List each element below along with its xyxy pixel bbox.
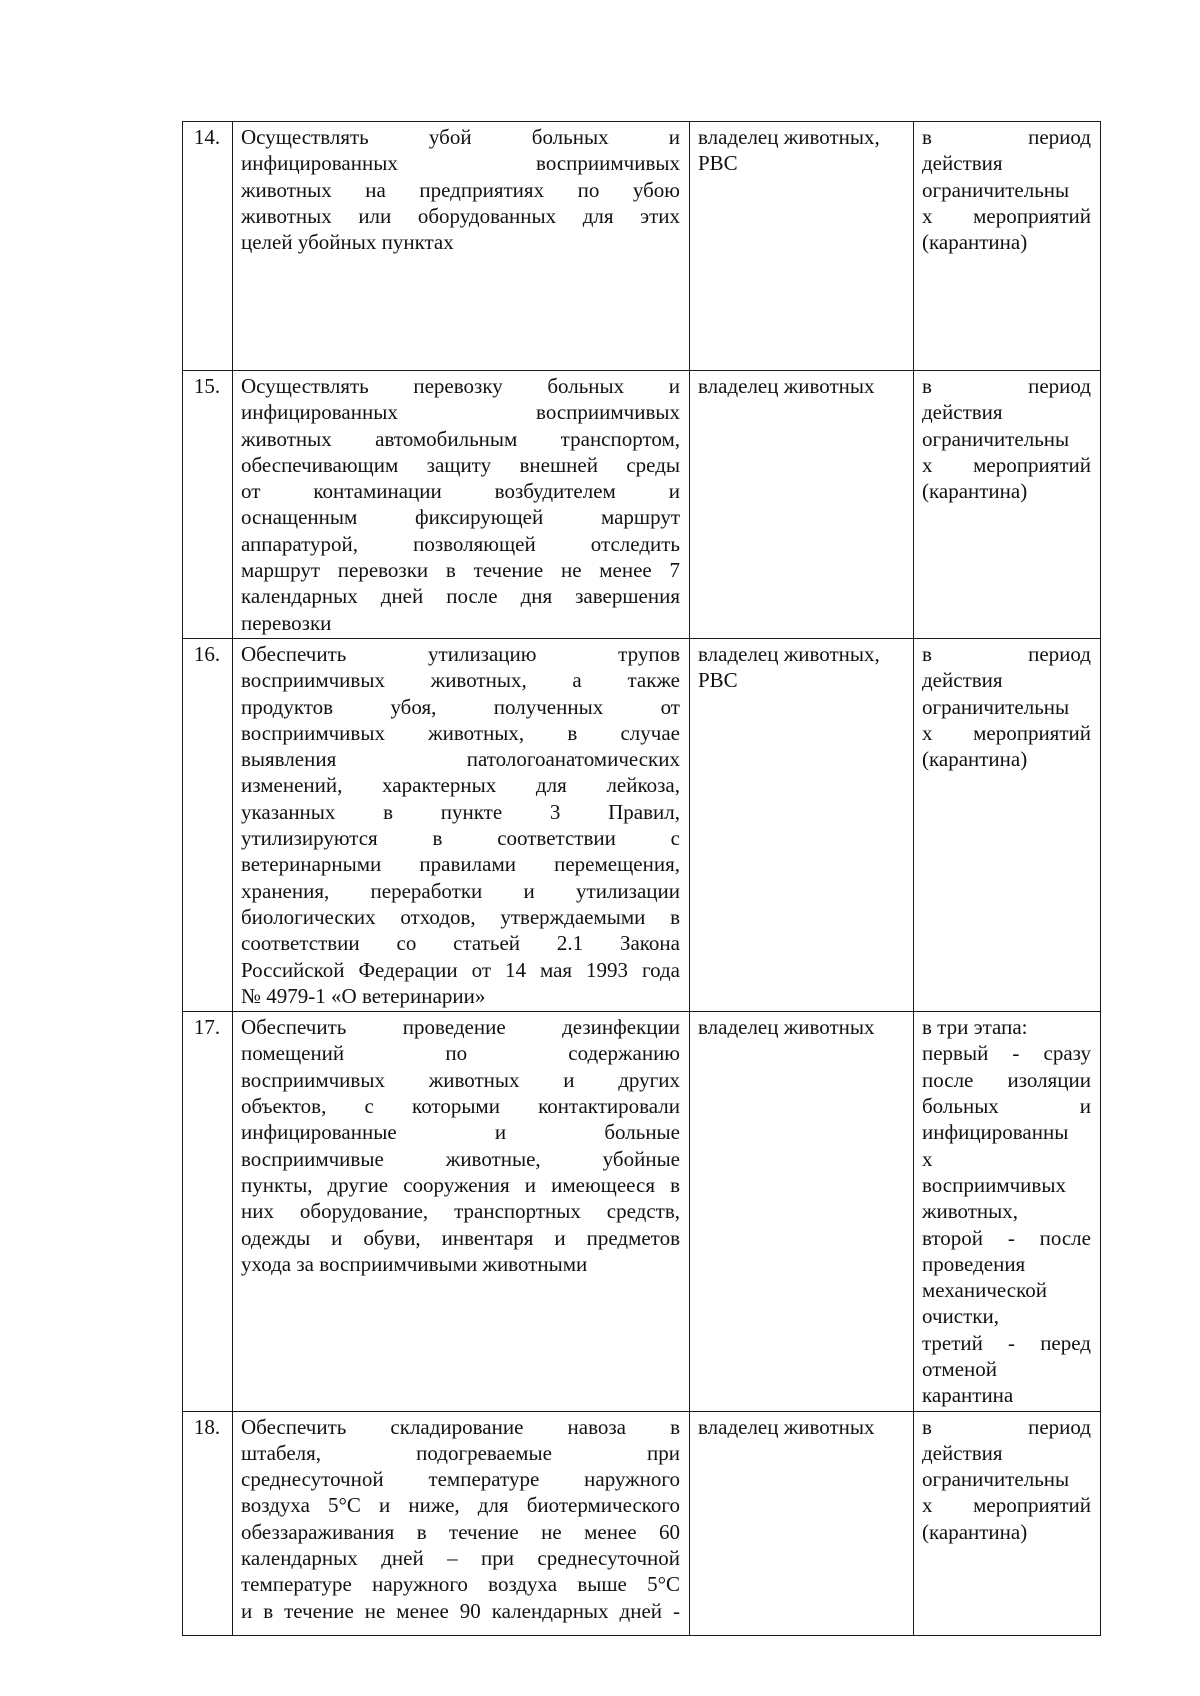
measure-text xyxy=(233,371,690,639)
text-line: инфицированны xyxy=(922,1120,1069,1145)
measure-text xyxy=(233,1012,690,1411)
text-line: воздуха 5°С и ниже, для биотермического xyxy=(241,1493,680,1518)
text-line: х мероприятий xyxy=(922,720,1091,745)
row-number: 18. xyxy=(183,1411,233,1635)
text-line: и в течение не менее 90 календарных дней - xyxy=(241,1598,680,1623)
text-line: ограничительны xyxy=(922,694,1070,719)
text-line: в период xyxy=(922,125,1091,149)
text-line: соответствии со статьей 2.1 Закона xyxy=(241,931,680,956)
text-line: объектов, с которыми контактировали xyxy=(241,1094,680,1119)
text-line: инфицированных восприимчивых xyxy=(241,400,680,425)
text-line: х мероприятий xyxy=(922,452,1091,477)
execution-term xyxy=(914,371,1101,639)
text-line: механической xyxy=(922,1278,1047,1303)
measures-table xyxy=(182,121,1101,1636)
text-line: выявления патологоанатомических xyxy=(241,747,680,772)
text-line: инфицированных восприимчивых xyxy=(241,151,680,176)
execution-term xyxy=(914,638,1101,1011)
text-line: среднесуточной температуре наружного xyxy=(241,1467,680,1492)
text-line: первый - сразу xyxy=(922,1041,1091,1066)
execution-term xyxy=(914,1411,1101,1635)
table-row xyxy=(183,638,1101,1011)
text-line: Обеспечить проведение дезинфекции xyxy=(241,1015,680,1040)
table-row xyxy=(183,122,1101,371)
text-line: оснащенным фиксирующей маршрут xyxy=(241,505,680,530)
responsible-party: владелец животных, РВС xyxy=(690,122,914,371)
text-line: Обеспечить складирование навоза в xyxy=(241,1414,680,1439)
text-line: восприимчивых животных, а также xyxy=(241,668,680,693)
text-line: обеззараживания в течение не менее 60 xyxy=(241,1519,680,1544)
text-line: утилизируются в соответствии с xyxy=(241,826,680,851)
table-row xyxy=(183,371,1101,639)
text-line: животных или оборудованных для этих xyxy=(241,203,680,228)
text-line: обеспечивающим защиту внешней среды xyxy=(241,452,680,477)
responsible-party: владелец животных xyxy=(690,1012,914,1411)
text-line: восприимчивых животных и других xyxy=(241,1067,680,1092)
text-line: температуре наружного воздуха выше 5°С xyxy=(241,1572,680,1597)
responsible-party: владелец животных, РВС xyxy=(690,638,914,1011)
measures-table-body xyxy=(183,122,1101,1636)
text-line: (карантина) xyxy=(922,1519,1028,1544)
text-line: Осуществлять перевозку больных и xyxy=(241,374,680,398)
row-number: 16. xyxy=(183,638,233,1011)
text-line: пункты, другие сооружения и имеющееся в xyxy=(241,1172,680,1197)
text-line: отменой xyxy=(922,1356,997,1381)
text-line: х xyxy=(922,1146,933,1171)
text-line: (карантина) xyxy=(922,230,1028,255)
text-line: (карантина) xyxy=(922,747,1028,772)
text-line: действия xyxy=(922,668,1003,693)
text-line: проведения xyxy=(922,1251,1026,1276)
text-line: инфицированные и больные xyxy=(241,1120,680,1145)
text-line: в три этапа: xyxy=(922,1015,1028,1040)
text-line: календарных дней – при среднесуточной xyxy=(241,1546,680,1571)
text-line: второй - после xyxy=(922,1225,1091,1250)
text-line: перевозки xyxy=(241,610,332,635)
text-line: ветеринарными правилами перемещения, xyxy=(241,852,680,877)
text-line: карантина xyxy=(922,1383,1014,1408)
text-line: восприимчивых животных, в случае xyxy=(241,720,680,745)
text-line: от контаминации возбудителем и xyxy=(241,479,680,504)
text-line: аппаратурой, позволяющей отследить xyxy=(241,531,680,556)
row-number: 15. xyxy=(183,371,233,639)
text-line: изменений, характерных для лейкоза, xyxy=(241,773,680,798)
text-line: х мероприятий xyxy=(922,203,1091,228)
measure-text xyxy=(233,638,690,1011)
row-number: 14. xyxy=(183,122,233,371)
text-line: штабеля, подогреваемые при xyxy=(241,1440,680,1465)
text-line: третий - перед xyxy=(922,1330,1091,1355)
text-line: Российской Федерации от 14 мая 1993 года xyxy=(241,957,680,982)
table-row xyxy=(183,1411,1101,1635)
text-line: действия xyxy=(922,400,1003,425)
text-line: одежды и обуви, инвентаря и предметов xyxy=(241,1225,680,1250)
text-line: после изоляции xyxy=(922,1067,1091,1092)
text-line: действия xyxy=(922,1440,1003,1465)
text-line: в период xyxy=(922,641,1091,666)
execution-term xyxy=(914,1012,1101,1411)
responsible-party: владелец животных xyxy=(690,1411,914,1635)
row-number: 17. xyxy=(183,1012,233,1411)
text-line: продуктов убоя, полученных от xyxy=(241,694,680,719)
responsible-party: владелец животных xyxy=(690,371,914,639)
table-row xyxy=(183,1012,1101,1411)
text-line: действия xyxy=(922,151,1003,176)
text-line: ухода за восприимчивыми животными xyxy=(241,1251,588,1276)
text-line: х мероприятий xyxy=(922,1493,1091,1518)
text-line: указанных в пункте 3 Правил, xyxy=(241,799,680,824)
text-line: целей убойных пунктах xyxy=(241,230,454,255)
text-line: восприимчивые животные, убойные xyxy=(241,1146,680,1171)
text-line: ограничительны xyxy=(922,177,1070,202)
text-line: календарных дней после дня завершения xyxy=(241,584,680,609)
text-line: животных на предприятиях по убою xyxy=(241,177,680,202)
text-line: помещений по содержанию xyxy=(241,1041,680,1066)
text-line: маршрут перевозки в течение не менее 7 xyxy=(241,558,680,583)
text-line: биологических отходов, утверждаемыми в xyxy=(241,904,680,929)
text-line: (карантина) xyxy=(922,479,1028,504)
text-line: Обеспечить утилизацию трупов xyxy=(241,641,680,666)
text-line: очистки, xyxy=(922,1304,999,1329)
measure-text xyxy=(233,1411,690,1635)
text-line: животных автомобильным транспортом, xyxy=(241,426,680,451)
text-line: ограничительны xyxy=(922,1467,1070,1492)
text-line: них оборудование, транспортных средств, xyxy=(241,1199,680,1224)
text-line: Осуществлять убой больных и xyxy=(241,125,680,149)
text-line: больных и xyxy=(922,1094,1091,1119)
execution-term xyxy=(914,122,1101,371)
text-line: ограничительны xyxy=(922,426,1070,451)
measure-text xyxy=(233,122,690,371)
text-line: в период xyxy=(922,374,1091,398)
text-line: хранения, переработки и утилизации xyxy=(241,878,680,903)
text-line: животных, xyxy=(922,1199,1019,1224)
text-line: в период xyxy=(922,1414,1091,1439)
text-line: № 4979-1 «О ветеринарии» xyxy=(241,983,486,1008)
text-line: восприимчивых xyxy=(922,1172,1066,1197)
